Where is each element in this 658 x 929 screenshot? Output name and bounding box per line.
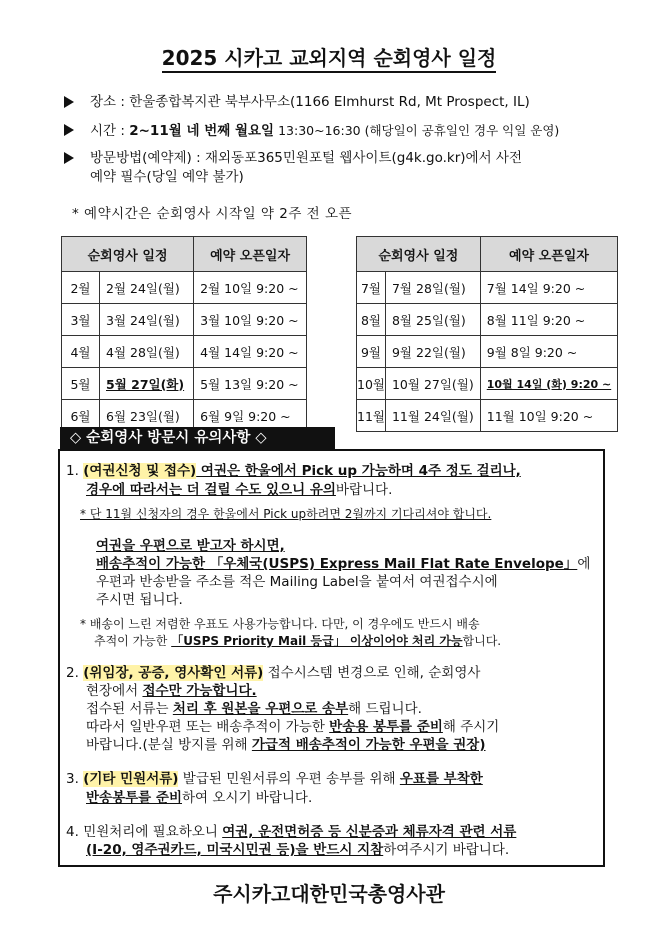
star-note-line-1: * 배송이 느린 저렴한 우표도 사용가능합니다. 다만, 이 경우에도 반드시 배송 — [80, 617, 480, 631]
changed-open-date: 10월 14일 (화) 9:20 ~ — [480, 368, 617, 400]
notice-heading: ◇ 순회영사 방문시 유의사항 ◇ — [60, 427, 335, 449]
table-row: 10월 10월 27일(월) 10월 14일 (화) 9:20 ~ — [357, 368, 618, 400]
page-title: 2025 시카고 교외지역 순회영사 일정 — [0, 42, 658, 71]
notice-item-2-line-2: 현장에서 접수만 가능합니다. — [86, 683, 257, 699]
mail-line-4: 주시면 됩니다. — [96, 592, 183, 608]
table-row: 5월 5월 27일(화) 5월 13일 9:20 ~ — [62, 368, 307, 400]
triangle-bullet-icon — [64, 96, 74, 108]
notice-item-4-line-1: 4. 민원처리에 필요하오니 여권, 운전면허증 등 신분증과 체류자격 관련 서류 — [66, 824, 517, 840]
table-row: 9월 9월 22일(월) 9월 8일 9:20 ~ — [357, 336, 618, 368]
header-open-date: 예약 오픈일자 — [194, 237, 307, 272]
mail-line-2: 배송추적이 가능한 「우체국(USPS) Express Mail Flat Rate Envelope」에 — [96, 556, 591, 572]
info-location: 장소 : 한울종합복지관 북부사무소(1166 Elmhurst Rd, Mt Prospect, IL) — [70, 93, 615, 112]
notice-item-2-line-5: 바랍니다.(분실 방지를 위해 가급적 배송추적이 가능한 우편을 권장) — [86, 737, 486, 753]
header-open-date: 예약 오픈일자 — [480, 237, 617, 272]
notice-item-1-line-2: 경우에 따라서는 더 걸릴 수도 있으니 유의바랍니다. — [86, 482, 393, 498]
reservation-note: * 예약시간은 순회영사 시작일 약 2주 전 오픈 — [72, 206, 353, 222]
notice-item-3-line-2: 반송봉투를 준비하여 오시기 바랍니다. — [86, 790, 313, 806]
table-row: 2월 2월 24일(월) 2월 10일 9:20 ~ — [62, 272, 307, 304]
schedule-table-right — [356, 236, 618, 432]
header-schedule: 순회영사 일정 — [62, 237, 194, 272]
info-time: 시간 : 2~11월 네 번째 월요일 13:30~16:30 (해당일이 공휴일인 경우 익일 운영) — [70, 121, 615, 141]
footer-consulate-name: 주시카고대한민국총영사관 — [213, 882, 445, 906]
header-schedule: 순회영사 일정 — [357, 237, 481, 272]
changed-date: 5월 27일(화) — [100, 368, 194, 400]
table-row: 6월 6월 23일(월) 6월 9일 9:20 ~ — [62, 400, 307, 432]
mail-line-3: 우편과 반송받을 주소를 적은 Mailing Label을 붙여서 여권접수시에 — [96, 574, 498, 590]
notice-item-3-line-1: 3. (기타 민원서류) 발급된 민원서류의 우편 송부를 위해 우표를 부착한 — [66, 771, 483, 787]
table-row: 7월 7월 28일(월) 7월 14일 9:20 ~ — [357, 272, 618, 304]
star-note-line-2: 추적이 가능한 「USPS Priority Mail 등급」 이상이어야 처리 가능합니다. — [94, 634, 502, 648]
notice-item-1-line-1: 1. (여권신청 및 접수) 여권은 한울에서 Pick up 가능하며 4주 정도 걸리나, — [66, 463, 521, 479]
notice-item-2-line-3: 접수된 서류는 처리 후 원본을 우편으로 송부해 드립니다. — [86, 701, 422, 717]
schedule-table-left — [61, 236, 307, 432]
mail-line-1: 여권을 우편으로 받고자 하시면, — [96, 538, 285, 554]
notice-item-2-line-4: 따라서 일반우편 또는 배송추적이 가능한 반송용 봉투를 준비해 주시기 — [86, 719, 500, 735]
triangle-bullet-icon — [64, 124, 74, 136]
notice-item-2-line-1: 2. (위임장, 공증, 영사확인 서류) 접수시스템 변경으로 인해, 순회영사 — [66, 665, 481, 681]
table-row: 4월 4월 28일(월) 4월 14일 9:20 ~ — [62, 336, 307, 368]
notice-item-4-line-2: (I-20, 영주권카드, 미국시민권 등)을 반드시 지참하여주시기 바랍니다. — [86, 842, 510, 858]
info-method: 방문방법(예약제) : 재외동포365민원포털 웹사이트(g4k.go.kr)에서 사전 예약 필수(당일 예약 불가) — [70, 149, 615, 187]
table-row: 3월 3월 24일(월) 3월 10일 9:20 ~ — [62, 304, 307, 336]
table-row: 8월 8월 25일(월) 8월 11일 9:20 ~ — [357, 304, 618, 336]
triangle-bullet-icon — [64, 152, 74, 164]
table-row: 11월 11월 24일(월) 11월 10일 9:20 ~ — [357, 400, 618, 432]
notice-item-1-subnote: * 단 11월 신청자의 경우 한울에서 Pick up하려면 2월까지 기다리셔야 합니다. — [80, 507, 492, 521]
